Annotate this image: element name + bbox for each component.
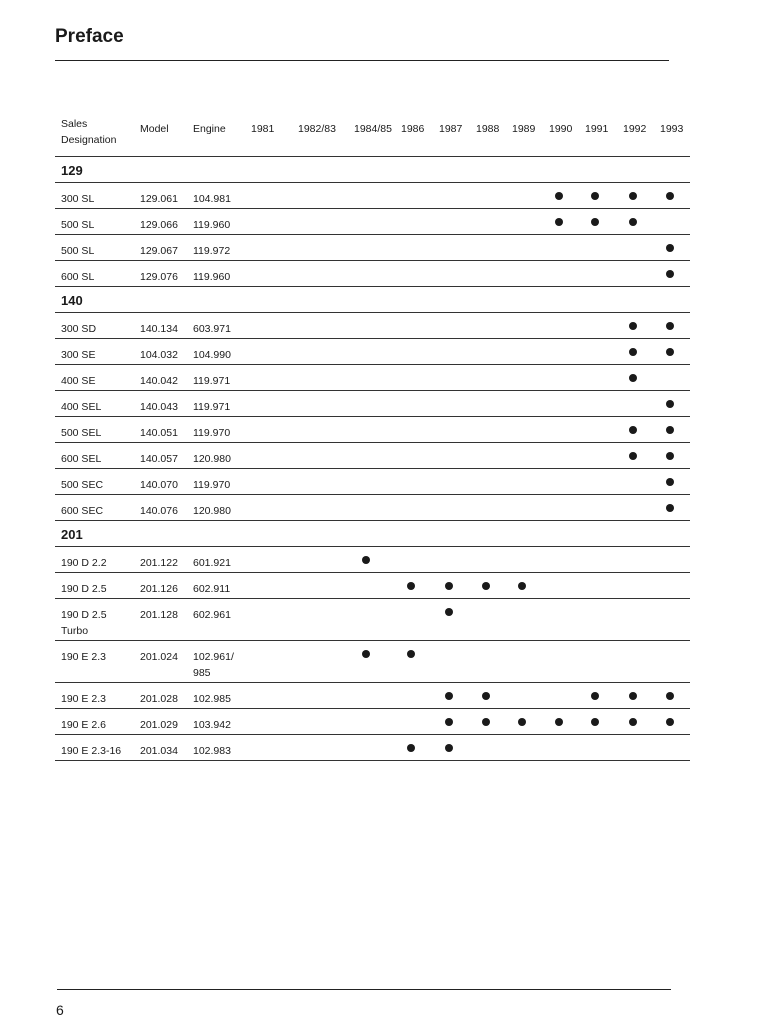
cell-designation: 500 SEL: [61, 427, 102, 439]
table-row: [55, 735, 690, 761]
cell-model: 201.024: [140, 651, 178, 663]
cell-designation: 600 SEL: [61, 453, 102, 465]
availability-dot: [666, 348, 674, 356]
header-model: Model: [140, 123, 169, 135]
header-sales-designation: [61, 116, 116, 148]
bottom-rule: [57, 989, 671, 990]
table-header: [55, 110, 690, 157]
cell-engine: 119.970: [193, 427, 231, 439]
cell-designation: 500 SL: [61, 219, 95, 231]
cell-model: 140.134: [140, 323, 178, 335]
cell-designation: 500 SL: [61, 245, 95, 257]
cell-designation: 600 SL: [61, 271, 95, 283]
cell-model: 104.032: [140, 349, 178, 361]
group-label: 201: [61, 527, 83, 542]
cell-engine-line: 985: [193, 667, 211, 679]
page-title: Preface: [55, 26, 124, 47]
table-row: [55, 495, 690, 521]
header-engine: Engine: [193, 123, 226, 135]
cell-engine: 119.971: [193, 375, 231, 387]
cell-model: 140.070: [140, 479, 178, 491]
availability-dot: [666, 244, 674, 252]
availability-dot: [518, 582, 526, 590]
availability-dot: [666, 478, 674, 486]
cell-designation: 190 D 2.2: [61, 557, 107, 569]
cell-model: 140.042: [140, 375, 178, 387]
table-row: [55, 365, 690, 391]
cell-engine: 104.990: [193, 349, 231, 361]
table-row: [55, 391, 690, 417]
availability-dot: [629, 322, 637, 330]
availability-dot: [629, 452, 637, 460]
cell-model: 140.043: [140, 401, 178, 413]
table-row: [55, 641, 690, 683]
cell-engine: 119.971: [193, 401, 231, 413]
group-heading: [55, 287, 690, 313]
availability-dot: [445, 744, 453, 752]
cell-designation: 300 SL: [61, 193, 95, 205]
cell-model: 140.051: [140, 427, 178, 439]
cell-engine: 119.970: [193, 479, 231, 491]
header-year: 1987: [439, 123, 463, 135]
table-row: [55, 683, 690, 709]
availability-dot: [629, 348, 637, 356]
cell-designation: 400 SEL: [61, 401, 102, 413]
availability-dot: [629, 192, 637, 200]
availability-dot: [666, 270, 674, 278]
availability-dot: [629, 374, 637, 382]
availability-dot: [445, 608, 453, 616]
cell-engine: 601.921: [193, 557, 231, 569]
cell-engine: 103.942: [193, 719, 231, 731]
header-year: 1981: [251, 123, 275, 135]
cell-designation: [61, 607, 107, 639]
availability-dot: [666, 504, 674, 512]
availability-dot: [518, 718, 526, 726]
header-year: 1993: [660, 123, 684, 135]
cell-model: 201.034: [140, 745, 178, 757]
availability-dot: [591, 218, 599, 226]
cell-designation: 190 E 2.3-16: [61, 745, 122, 757]
cell-model: 201.122: [140, 557, 178, 569]
cell-designation: 190 E 2.3: [61, 693, 106, 705]
table-row: [55, 443, 690, 469]
group-label: 140: [61, 293, 83, 308]
availability-dot: [629, 426, 637, 434]
cell-model: 129.076: [140, 271, 178, 283]
availability-dot: [407, 582, 415, 590]
cell-model: 140.076: [140, 505, 178, 517]
cell-engine: 603.971: [193, 323, 231, 335]
availability-dot: [666, 692, 674, 700]
availability-dot: [555, 218, 563, 226]
table-row: [55, 709, 690, 735]
cell-designation: 190 E 2.3: [61, 651, 106, 663]
cell-model: 201.029: [140, 719, 178, 731]
table-row: [55, 417, 690, 443]
availability-dot: [629, 718, 637, 726]
availability-dot: [629, 218, 637, 226]
availability-dot: [666, 322, 674, 330]
cell-engine: 104.981: [193, 193, 231, 205]
availability-dot: [555, 718, 563, 726]
availability-dot: [591, 192, 599, 200]
cell-engine: 602.961: [193, 609, 231, 621]
cell-model: 129.061: [140, 193, 178, 205]
cell-designation-line: Turbo: [61, 625, 89, 637]
header-year: 1989: [512, 123, 536, 135]
availability-dot: [362, 650, 370, 658]
availability-dot: [445, 692, 453, 700]
table-row: [55, 313, 690, 339]
availability-dot: [445, 718, 453, 726]
availability-dot: [666, 426, 674, 434]
availability-dot: [482, 718, 490, 726]
availability-dot: [666, 718, 674, 726]
availability-dot: [666, 452, 674, 460]
header-year: 1988: [476, 123, 500, 135]
availability-dot: [629, 692, 637, 700]
cell-engine: [193, 649, 234, 681]
cell-engine: 102.983: [193, 745, 231, 757]
cell-designation: 190 D 2.5: [61, 583, 107, 595]
cell-designation: 500 SEC: [61, 479, 104, 491]
table-row: [55, 599, 690, 641]
availability-dot: [445, 582, 453, 590]
header-year: 1982/83: [298, 123, 336, 135]
availability-dot: [591, 718, 599, 726]
table-row: [55, 573, 690, 599]
availability-dot: [407, 650, 415, 658]
table-row: [55, 261, 690, 287]
header-year: 1984/85: [354, 123, 392, 135]
cell-designation-line: 190 D 2.5: [61, 609, 107, 621]
cell-engine: 119.972: [193, 245, 231, 257]
table-row: [55, 183, 690, 209]
header-sales-line2: Designation: [61, 134, 117, 146]
cell-engine: 119.960: [193, 271, 231, 283]
header-year: 1986: [401, 123, 425, 135]
page-number: 6: [56, 1002, 64, 1018]
cell-engine: 102.985: [193, 693, 231, 705]
cell-designation: 300 SE: [61, 349, 96, 361]
availability-dot: [407, 744, 415, 752]
table-row: [55, 469, 690, 495]
cell-engine: 602.911: [193, 583, 231, 595]
availability-dot: [555, 192, 563, 200]
table-row: [55, 547, 690, 573]
availability-dot: [666, 192, 674, 200]
header-year: 1991: [585, 123, 609, 135]
header-year: 1990: [549, 123, 573, 135]
cell-model: 129.067: [140, 245, 178, 257]
cell-engine: 120.980: [193, 453, 231, 465]
cell-model: 201.028: [140, 693, 178, 705]
cell-engine-line: 102.961/: [193, 651, 234, 663]
availability-dot: [482, 582, 490, 590]
group-heading: [55, 521, 690, 547]
cell-model: 129.066: [140, 219, 178, 231]
header-sales-line1: Sales: [61, 118, 88, 130]
cell-designation: 300 SD: [61, 323, 97, 335]
availability-dot: [666, 400, 674, 408]
availability-dot: [482, 692, 490, 700]
cell-model: 140.057: [140, 453, 178, 465]
group-heading: [55, 157, 690, 183]
cell-engine: 120.980: [193, 505, 231, 517]
cell-designation: 600 SEC: [61, 505, 104, 517]
cell-model: 201.128: [140, 609, 178, 621]
cell-designation: 190 E 2.6: [61, 719, 106, 731]
model-year-table: [55, 110, 690, 761]
table-row: [55, 209, 690, 235]
header-year: 1992: [623, 123, 647, 135]
top-rule: [55, 60, 669, 61]
cell-engine: 119.960: [193, 219, 231, 231]
cell-model: 201.126: [140, 583, 178, 595]
cell-designation: 400 SE: [61, 375, 96, 387]
availability-dot: [362, 556, 370, 564]
availability-dot: [591, 692, 599, 700]
table-row: [55, 339, 690, 365]
group-label: 129: [61, 163, 83, 178]
table-row: [55, 235, 690, 261]
